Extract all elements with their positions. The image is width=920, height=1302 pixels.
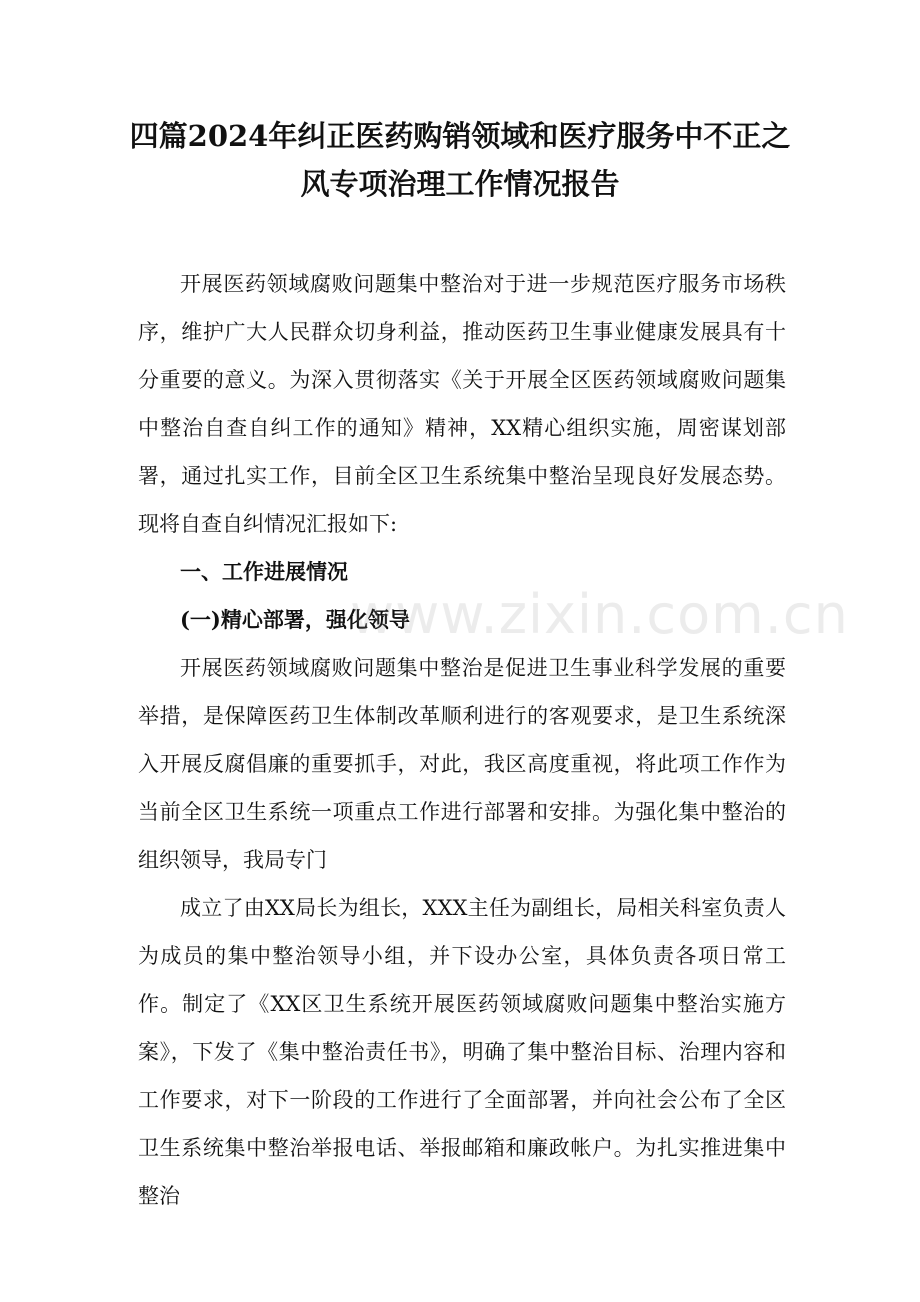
watermark: www.zixin.com.cn: [350, 583, 849, 646]
intro-paragraph: 开展医药领域腐败问题集中整治对于进一步规范医疗服务市场秩序，维护广大人民群众切身利益，推动医药卫生事业健康发展具有十分重要的意义。为深入贯彻落实《关于开展全区医药领域腐败问题集中整治自查自纠工作的通知》精神，XX精心组织实施，周密谋划部署，通过扎实工作，目前全区卫生系统集中整治呈现良好发展态势。现将自查自纠情况汇报如下:: [138, 272, 786, 536]
document-title: [100, 112, 820, 208]
body-paragraph-3: 成立了由XX局长为组长，XXX主任为副组长，局相关科室负责人为成员的集中整治领导小组，并下设办公室，具体负责各项日常工作。制定了《XX区卫生系统开展医药领域腐败问题集中整治实施方案》，下发了《集中整治责任书》，明确了集中整治目标、治理内容和工作要求，对下一阶段的工作进行了全面部署，并向社会公布了全区卫生系统集中整治举报电话、举报邮箱和廉政帐户。为扎实推进集中整治: [138, 896, 786, 1208]
section-heading: 一、工作进展情况: [180, 559, 348, 584]
subsection-heading: (一)精心部署，强化领导: [180, 607, 410, 632]
title-line-1: 四篇2024年纠正医药购销领域和医疗服务中不正之: [129, 119, 791, 153]
title-line-2: 风专项治理工作情况报告: [300, 167, 620, 201]
body-paragraph-2: 开展医药领域腐败问题集中整治是促进卫生事业科学发展的重要举措，是保障医药卫生体制改革顺利进行的客观要求，是卫生系统深入开展反腐倡廉的重要抓手，对此，我区高度重视，将此项工作作为当前全区卫生系统一项重点工作进行部署和安排。为强化集中整治的组织领导，我局专门: [138, 656, 786, 872]
document-body: [138, 260, 786, 1220]
